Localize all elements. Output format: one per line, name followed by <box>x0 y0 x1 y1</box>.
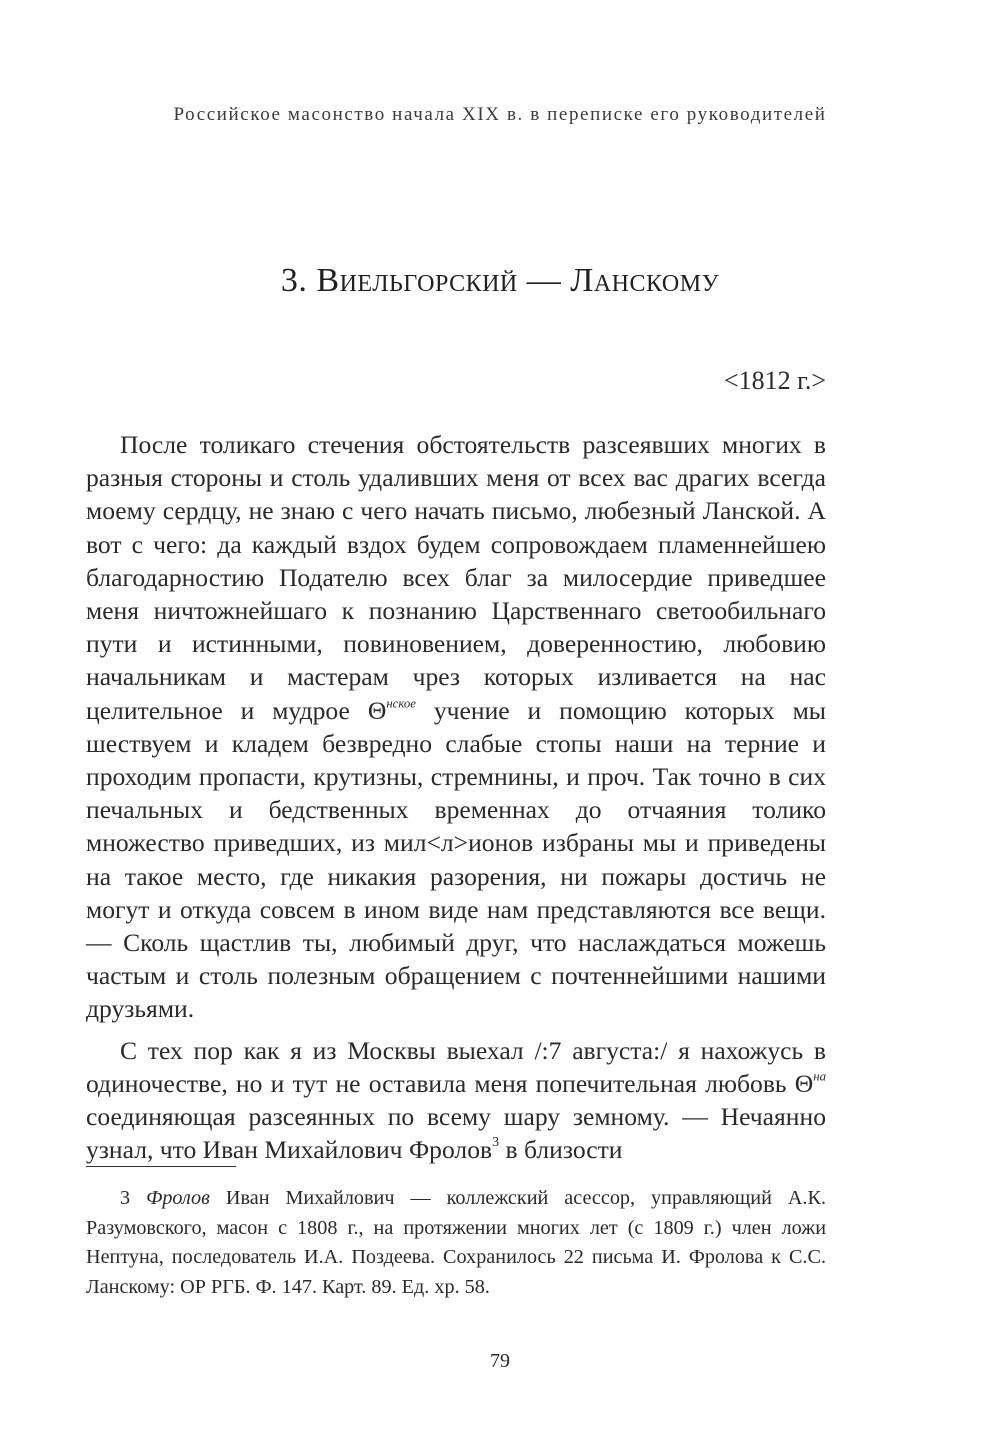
page-number: 79 <box>490 1350 510 1372</box>
paragraph-text: соединяющая разсеянных по всему шару земному. — Нечаянно узнал, что Иван Михайлович Фролов <box>86 1102 826 1165</box>
superscript-abbreviation: нское <box>386 696 416 711</box>
paragraph-text: С тех пор как я из Москвы выехал /:7 августа:/ я нахожусь в одиночестве, но и тут не оставила меня попечительная любовь Θ <box>86 1035 826 1098</box>
running-head: Российское масонство начала XIX в. в переписке его руководителей <box>173 104 827 125</box>
letter-title <box>0 262 1000 300</box>
footnote-reference[interactable]: 3 <box>492 1134 500 1151</box>
footnote <box>86 1184 826 1302</box>
superscript-abbreviation: на <box>813 1069 826 1084</box>
footnote-number: 3 <box>120 1187 131 1209</box>
paragraph <box>86 1034 826 1167</box>
footnote-name: Фролов <box>146 1187 210 1209</box>
paragraph <box>86 428 826 1026</box>
paragraph-text: в близости <box>499 1135 623 1165</box>
paragraph-text: учение и помощию которых мы шествуем и кладем безвредно слабые стопы наши на терние и проходим пропасти, крутизны, стремнины, и проч. Так точно в сих печальных и бедственных временнах до отчаяния толико множество приведших, из мил<л>ионов избраны мы и приведены на такое место, где никакия разорения, ни пожары достичь не могут и откуда совсем в ином виде нам представляются все вещи. — Сколь щастлив ты, любимый друг, что наслаждаться можешь частым и столь полезным обращением с почтеннейшими нашими друзьями. <box>86 695 826 1024</box>
paragraph-text: После толикаго стечения обстоятельств разсеявших многих в разныя стороны и столь удаливших меня от всех вас драгих всегда моему сердцу, не знаю с чего начать письмо, любезный Ланской. А вот с чего: да каждый вздох будем сопровождаем пламеннейшею благодарностию Подателю всех благ за милосердие приведшее меня ничтожнейшаго к познанию Царственнаго светообильнаго пути и истинными, повиновением, доверенностию, любовию начальникам и мастерам чрез которых изливается на нас целительное и мудрое Θ <box>86 430 826 725</box>
letter-title-text: 3. Виельгорский — Ланскому <box>280 262 720 299</box>
footnote-divider <box>86 1166 236 1167</box>
letter-body <box>86 428 826 1166</box>
footnote-text: Иван Михайлович — коллежский асессор, управляющий А.К. Разумовского, масон с 1808 г., на протяжении многих лет (с 1809 г.) член ложи Нептуна, последователь И.А. Поздеева. Сохранилось 22 письма И. Фролова к С.С. Ланскому: ОР РГБ. Ф. 147. Карт. 89. Ед. хр. 58. <box>86 1187 826 1298</box>
letter-date: <1812 г.> <box>723 366 826 395</box>
